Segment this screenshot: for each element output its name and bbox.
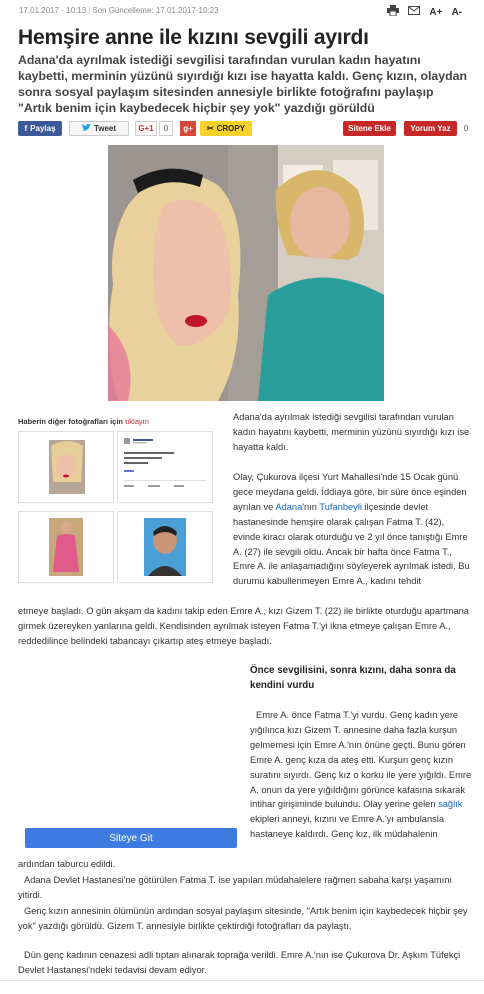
- email-icon[interactable]: [408, 6, 420, 18]
- gallery-thumb-2[interactable]: [117, 431, 213, 503]
- twitter-tweet-label: Tweet: [93, 124, 117, 133]
- date-separator: |: [88, 6, 91, 15]
- comment-count: 0: [460, 121, 472, 136]
- article-tools: [387, 5, 462, 19]
- thumb-image-3: [19, 512, 113, 582]
- article-dates: [19, 6, 219, 15]
- cropy-button[interactable]: [200, 121, 252, 136]
- cropy-label: CROPY: [216, 124, 246, 133]
- gallery-thumb-3[interactable]: [18, 511, 114, 583]
- facebook-icon: f: [24, 124, 28, 133]
- thumb-image-1: [19, 432, 113, 502]
- link-adana[interactable]: Adana: [275, 501, 303, 512]
- twitter-icon: [82, 124, 91, 134]
- share-bar: [18, 121, 472, 137]
- font-decrease-button[interactable]: A-: [451, 6, 462, 18]
- gallery-title: [18, 417, 149, 426]
- published-date: 17.01.2017 - 10:13: [19, 6, 87, 15]
- article-paragraph-2: [233, 470, 473, 589]
- divider-line: [0, 402, 1, 462]
- top-meta-bar: [0, 0, 484, 22]
- facebook-share-button[interactable]: [18, 121, 62, 136]
- cropy-icon: ✂: [206, 124, 214, 133]
- link-tufanbeyli[interactable]: Tufanbeyli: [319, 501, 362, 512]
- article-paragraph-2-cont: etmeye başladı. O gün akşam da kadını takip eden Emre A., kızı Gizem T. (22) ile birlikte oturduğu apartmana girmek üzereyken yanlarına geldi. Kendisinden ayrılmak isteyen Fatma T.'yi ikna etmeye çalışan Emre A., reddedilince belindeki tabancayı çıkartıp ateş etmeye başladı.: [18, 606, 469, 646]
- photo-gallery: [18, 431, 217, 583]
- facebook-share-label: Paylaş: [30, 124, 56, 133]
- gallery-link[interactable]: tıklayın: [125, 417, 149, 426]
- google-plus-count: 0: [159, 121, 173, 136]
- article-paragraph-6: Dün genç kadının cenazesi adli tıptan alınarak toprağa verildi. Emre A.'nın ise Çukurova Dr. Aşkım Tüfekçi Devlet Hastanesi'ndeki tedavisi devam ediyor.: [18, 950, 461, 975]
- article-headline: Hemşire anne ile kızını sevgili ayırdı: [18, 26, 369, 49]
- article-paragraph-3: [250, 708, 472, 842]
- thumb-image-2: [118, 432, 212, 502]
- article-paragraph-3-cont: ardından taburcu edildi.: [18, 859, 116, 869]
- google-plus-share-button[interactable]: g+: [180, 121, 196, 136]
- article-subheading: Önce sevgilisini, sonra kızını, daha sonra da kendini vurdu: [250, 665, 456, 691]
- write-comment-button[interactable]: Yorum Yaz: [404, 121, 457, 136]
- photo-selfie-illustration: [108, 145, 384, 401]
- siteye-git-button[interactable]: Siteye Git: [25, 828, 237, 848]
- article-spot: Adana'da ayrılmak istediği sevgilisi tarafından vurulan kadın hayatını kaybetti, merminin yüzünü sıyırdığı kızı ise hayatta kaldı. Genç kızın, olaydan sonra sosyal paylaşım sitesinden annesiyle birlikte fotoğrafını paylaşıp "Artık benim için kaybedecek hiçbir şey yok" yazdığı görüldü: [18, 53, 467, 115]
- link-saglik[interactable]: sağlık: [438, 799, 463, 810]
- paragraph-2-text-c: ilçesinde devlet hastanesinde hemşire olarak çalışan Fatma T. (42), evinde kiracı olarak oturduğu ve 2 yıl önce tanıştığı Emre A. (27) ile sevgili oldu. Ancak bir hafta önce Fatma T., Emre A. ile anlaşamadığını söyleyerek ayrılmak istedi. Bu durumu kabullenmeyen Emre A., kadını tehdit: [233, 501, 470, 587]
- article-paragraph-4: Adana Devlet Hastanesi'ne götürülen Fatma T. ise yapılan müdahalelere rağmen sabaha karşı yaşamını yitirdi.: [18, 875, 452, 900]
- gallery-thumb-1[interactable]: [18, 431, 114, 503]
- article-paragraph-5: Genç kızın annesinin ölümünün ardından sosyal paylaşım sitesinde, "Artık benim için kaybedecek hiçbir şey yok" yazdığı görüldü. Gizem T. annesiyle birlikte çektirdiği fotoğrafları da paylaştı.: [18, 906, 468, 931]
- thumb-image-4: [118, 512, 212, 582]
- paragraph-3-text-a: Emre A. önce Fatma T.'yi vurdu. Genç kadın yere yığılınca kızı Gizem T. annesine daha fazla kurşun gelmemesi için Emre A.'nın önüne geçti. Bunu gören Emre A. genç kıza da ateş etti. Kurşun genç kızın suratını sıyırdı. Genç kız o korku ile yere yığıldı. Emre A. onun da yere yığıldığını görünce kafasına sıkarak intihar girişiminde bulundu. Olay yerine gelen: [250, 710, 472, 810]
- article-main-photo[interactable]: [108, 145, 384, 401]
- article-paragraph-1: Adana'da ayrılmak istediği sevgilisi tarafından vurulan kadın hayatını kaybetti, merminin yüzünü sıyırdığı kızı ise hayatta kaldı.: [233, 412, 470, 452]
- gallery-title-text: Haberin diğer fotoğrafları için: [18, 417, 124, 426]
- google-plus-one-button[interactable]: G+1: [135, 121, 157, 136]
- updated-date: Son Güncelleme: 17.01.2017-10:23: [92, 6, 219, 15]
- paragraph-2-text-b: 'nın: [302, 501, 320, 512]
- twitter-tweet-button[interactable]: [69, 121, 129, 136]
- add-to-site-button[interactable]: Sitene Ekle: [343, 121, 396, 136]
- gallery-thumb-4[interactable]: [117, 511, 213, 583]
- paragraph-2-text-a: Olay, Çukurova ilçesi Yurt Mahallesi'nde 15 Ocak günü gece meydana geldi. İddiaya göre, bir süre önce eşinden ayrılan ve: [233, 472, 467, 512]
- bottom-divider: [0, 980, 484, 981]
- font-increase-button[interactable]: A+: [429, 6, 443, 18]
- print-icon[interactable]: [387, 5, 399, 19]
- paragraph-3-text-b: ekipleri anneyi, kızını ve Emre A.'yı ambulansla hastaneye kaldırdı. Genç kız, ilk müdahalenin: [250, 814, 444, 840]
